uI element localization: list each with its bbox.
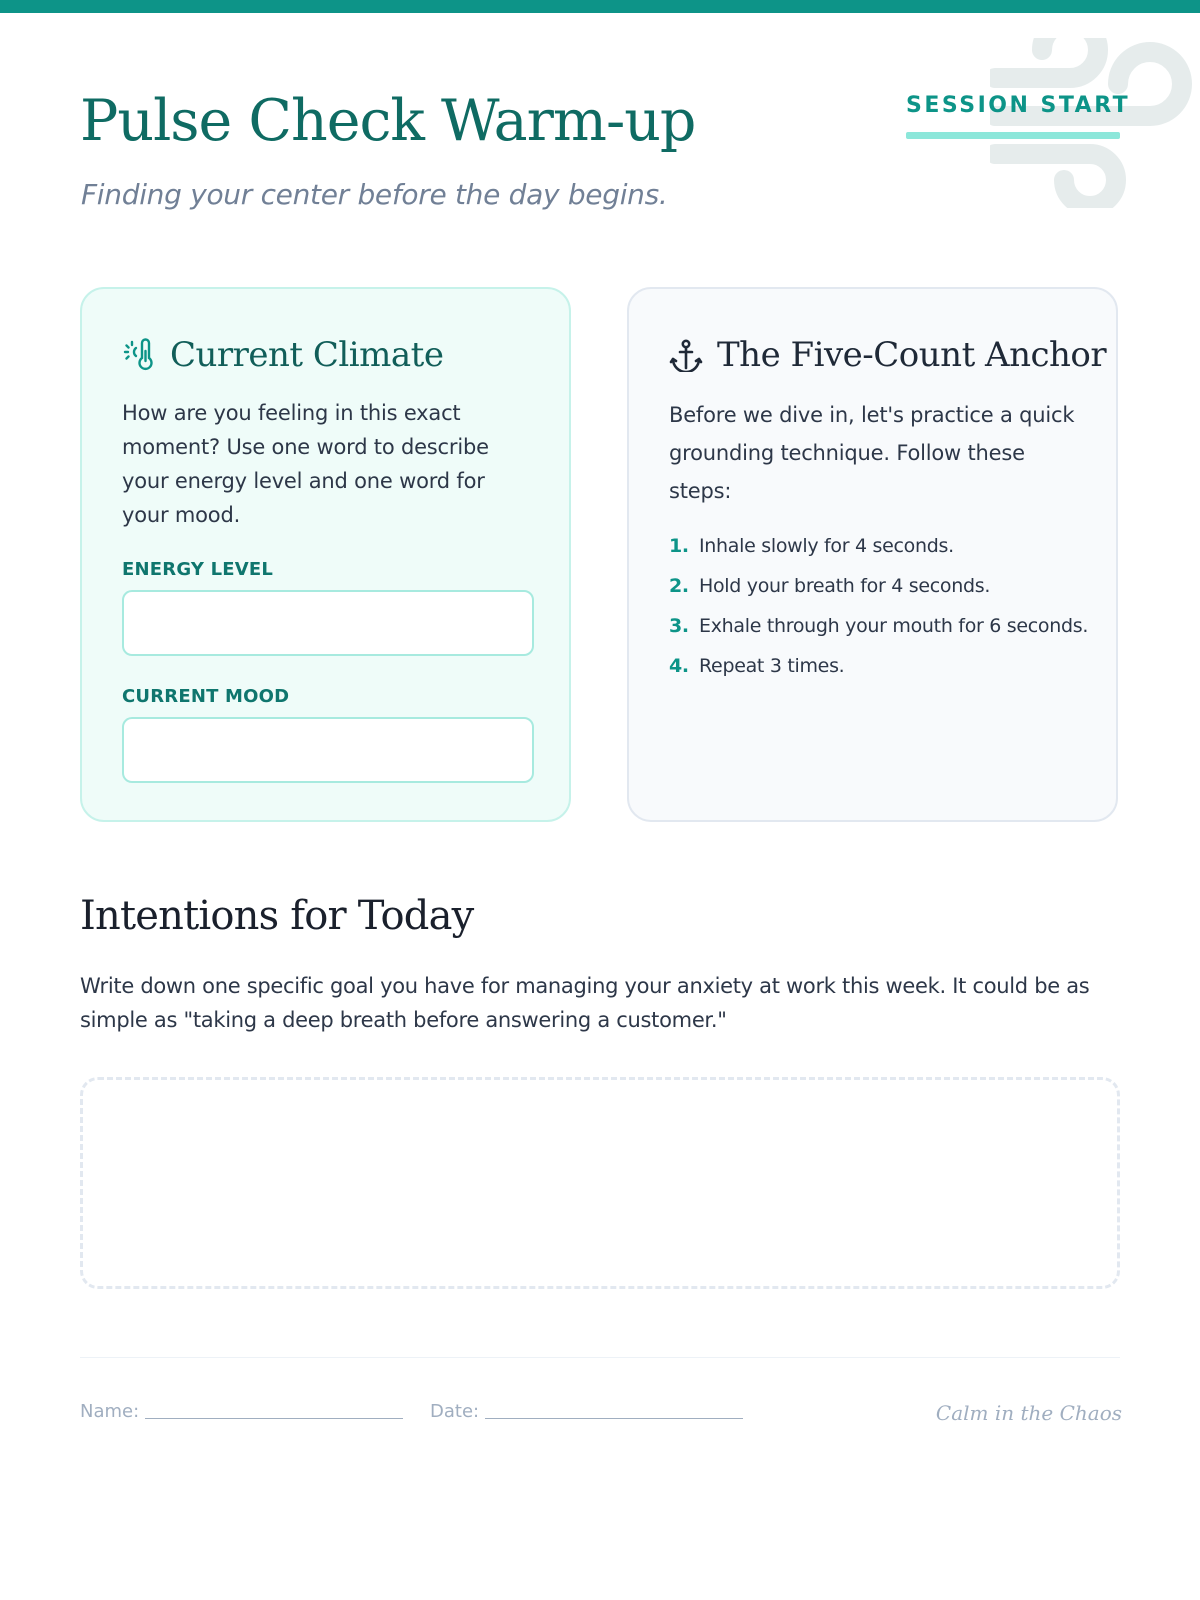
- five-count-anchor-card: [627, 287, 1118, 822]
- top-accent-bar: [0, 0, 1200, 13]
- step-text: Inhale slowly for 4 seconds.: [699, 535, 954, 557]
- five-count-anchor-heading: [669, 335, 1106, 375]
- footer-name-field[interactable]: [80, 1401, 403, 1422]
- footer-date-field[interactable]: [430, 1401, 743, 1422]
- step-text: Exhale through your mouth for 6 seconds.: [699, 615, 1089, 637]
- current-climate-card: [80, 287, 571, 822]
- step-number: 2.: [669, 575, 689, 597]
- breathing-steps-list: [669, 535, 1088, 695]
- current-climate-heading: [122, 335, 443, 375]
- step-number: 1.: [669, 535, 689, 557]
- footer-divider: [80, 1357, 1120, 1358]
- session-badge: SESSION START: [906, 93, 1131, 118]
- intentions-heading: Intentions for Today: [80, 893, 474, 939]
- current-climate-prompt: How are you feeling in this exact moment? Use one word to describe your energy level and one word for your mood.: [122, 401, 489, 527]
- current-climate-heading-text: Current Climate: [170, 335, 444, 375]
- list-item: [669, 535, 1088, 575]
- list-item: [669, 575, 1088, 615]
- five-count-anchor-heading-text: The Five-Count Anchor: [717, 335, 1107, 375]
- step-text: Hold your breath for 4 seconds.: [699, 575, 991, 597]
- anchor-icon: [669, 338, 703, 372]
- five-count-anchor-intro: Before we dive in, let's practice a quick grounding technique. Follow these steps:: [669, 403, 1075, 503]
- current-mood-input[interactable]: [122, 717, 534, 783]
- intentions-prompt: Write down one specific goal you have for managing your anxiety at work this week. It could be as simple as "taking a deep breath before answering a customer.": [80, 974, 1090, 1032]
- intentions-writing-area[interactable]: [80, 1077, 1120, 1289]
- step-text: Repeat 3 times.: [699, 655, 845, 677]
- brand-name: Calm in the Chaos: [935, 1401, 1122, 1425]
- energy-level-input[interactable]: [122, 590, 534, 656]
- footer-date-label: Date:: [430, 1401, 480, 1422]
- footer-name-label: Name:: [80, 1401, 140, 1422]
- step-number: 4.: [669, 655, 689, 677]
- date-write-line[interactable]: [485, 1417, 743, 1419]
- name-write-line[interactable]: [145, 1417, 403, 1419]
- step-number: 3.: [669, 615, 689, 637]
- current-mood-label: CURRENT MOOD: [122, 686, 290, 707]
- thermometer-sun-icon: [122, 338, 156, 372]
- page-subtitle: Finding your center before the day begins.: [81, 178, 668, 211]
- list-item: [669, 615, 1088, 655]
- wind-icon: [990, 38, 1200, 208]
- page-title: Pulse Check Warm-up: [80, 88, 696, 154]
- session-badge-underline: [906, 132, 1120, 139]
- list-item: [669, 655, 1088, 695]
- energy-level-label: ENERGY LEVEL: [122, 559, 274, 580]
